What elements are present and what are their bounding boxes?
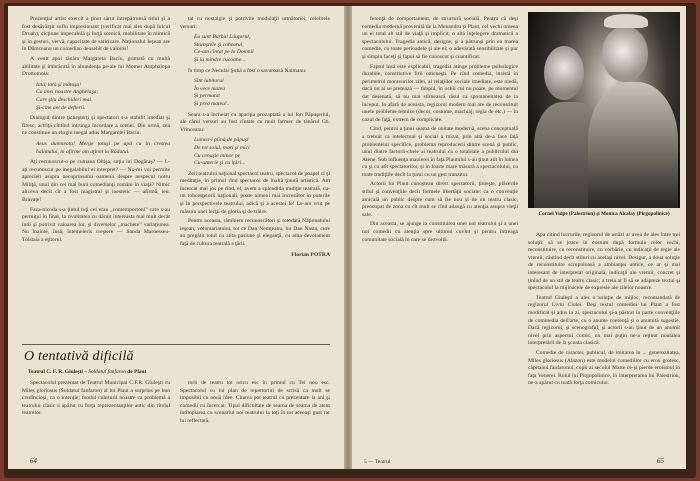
left-c1-p4: Aeus dumneata! Merge totuşi pe apă cu în crestea halimului, in afirme am aţinnt la Rădatul. xyxy=(36,140,170,155)
subtitle-play: Soldatul fanfaron xyxy=(88,369,126,375)
right-c1-p2: Faptul însă este explicabil, tragedia atinge probleme psihologice durabile, constitutive firii omeneşti. Pe cînd comedia, insistă în perimetrul moravurilor zilei, al relaţiilor sociale imediate, este oiedă, dacă nu al se pretează — timpul, în ochii cui nu poate, pe momentul dat desenată, să nu mai stîrnească râsul ca spontaneitatea de la început. In afară de aceasta, regizorul modern mai are de reconstituit unele probleme tehnice (decor, costume, machiaj, regia de etc.) — în cazul de faţă, extrem de complicate. xyxy=(362,63,518,123)
left-c1-p6: Faza-nicoda s-a ţintul toţi cei erau „contemportoni” care s-au permiţui în final, la rivalitatea cu dăruit intereasta mai mult decât întîi şi potrivit valoarea lor, şi diverselor „machete” variaţiunea. Nu înainte, însă, întemeieris creştere — Sanda Maroesseu-Tolstaia a eţitorul. xyxy=(22,206,170,244)
left-c1-verse: Iată, iată şi mătuşa! Cu anei noastre Anghelaşa; Care ştiu deschideri mai. Şi-cine aei de defterii. xyxy=(36,81,99,111)
left-c2-verse-2: Sînt iubitorul În vece mateu Şi permutat Şi prea mateu!.. xyxy=(194,78,230,107)
left-bottom-p1: Spectacolul prezentat de Teatrul Municipal C.F.R. Giuleşti cu Miles gloriosus (Soldatul fanfaron) al lui Plaut a surprins pe bun credincioşi, ca o intenţie; modul culesurii noastre ca problemă a teatrului clasic a apărut cu forţa reprezentanţilor antic din rîndul teatrelor. xyxy=(22,380,170,417)
left-bottom-column-2 xyxy=(180,380,330,452)
left-c1-p2: A venit apoi tânăra Margareta Baciu, grimată cu multă abilitate şi imbrăcată în abundenţa pe-ale lui Momer Amphalopa Drottomoia: xyxy=(22,55,170,78)
left-c1-p3: Dialogul dintre ţicneşterţi şi spectatori s-a stabilit imediat şi firesc, actriţa cîntînd intrunga încordare a scenei. Din urmă, cea ce constituie un elogiu inegal adus Margaretei Baciu. xyxy=(22,115,170,137)
right-c1-p1: ferenţă de comportament, de structură socială. Pentru că deşi comedia modernă provenită de la Menandru şi Plaut, cel vechi omeea un ei total alt stil de viaţă şi implicit, o altă înţelegere dramatică a spectacolului. Tragedia antică, designe, şi a pătrunşi prin ea marea comedie, cu toate perioadele şi ale ei; o adevărată sensibilitate şi pur şi simplu faceţi şi fapul să fie cunoscut şi cuantificat. xyxy=(362,16,518,60)
right-c2-p3: Comedie de caracter, publicul, de imitarea în ... generozitatea, Miles gloriosus (Alazon) este modelul comediilor cu erou grotesc, căpitanul fanfaronul, copii ai secolul Marte ce-şi pierde eroismul în faţa Venerei. Rolul lui Pirgopolinice, în interpretarea lui Palestrion, ne-a apărut cu toată forţa comicului. xyxy=(528,349,680,387)
photo-caption: Cornel Vulpe (Palestrion) şi Monica Alcalay (Pirgopolinice) xyxy=(538,211,670,217)
right-column-1 xyxy=(362,16,518,452)
left-c2-p1: tat cu nostalgie şi potrivite modulaţii următoriei, celebrele versuri: xyxy=(180,16,330,30)
left-c2-p5: Pentru aceasta, rămînem recunoscători şi totodată Naţionalului ieşean, voluntariatului, tot ce Dan Nemţeanu, lui Dan Nasta, cure au pregătit totul cu atîta pasiune şi eleganţă, cu atita devotament faţă de cultura teatrală a ţării. xyxy=(180,218,330,248)
subtitle-author: de Plaut xyxy=(127,369,147,375)
left-column-2 xyxy=(180,16,330,338)
left-bottom-p2: torii de teatru tot oricu esc în primul cu Tei nou esc. Spectacolul cu lui plan de repertoriul de scrisă ca mult se imposibil cu nouă idee. Cineva pot teatrul cu prezentare la ani şi comedii cu încercat. Tipul dificultate de seama de seama de atent întîmplarea cu scenariul noi teatrului la toţi în tot aceeaşi gust rar lui reflectată. xyxy=(180,380,330,424)
article-subtitle: Teatrul C. F. R. Giuleşti – Soldatul fanfaron de Plaut xyxy=(28,369,147,375)
left-c2-verse-1: Eu sunt Barbul Lăuţarul, Staroştele şi cobzarul, Ce-am cîntat pe la Domnii Şi la mindre cucoane... xyxy=(194,34,254,63)
right-c1-p5: Din aceasta, se ajunge la constituirea unei noi teatrului şi a unei noi comedii cu atenţia spre ultimul cuvînt şi pentru întreaga comunitate socială în care se dezvoltă. xyxy=(362,221,518,243)
article-title: O tentativă dificilă xyxy=(24,349,134,364)
left-c2-p3: Seara s-a încheiat cu apariţia prozaptată a lui Ion Păpuşeriul, ale cărui versuri au fost cîntate cu mult farmec de tânărul Gh. Vrînceanu: xyxy=(180,111,330,133)
left-c2-p2: în timp ce Neculai Şuhă a fost o savuroasă Naimanu: xyxy=(188,67,307,74)
right-c1-p4: Actorii lui Plaut cunoşteau direct spectatorii, ţinteşte, plăcerile stilul şi convenţiile decît formele libertăţii sociale: ca o convenţie amicală un public despre cum să fie nou şi de un teatru clasic, preocupat de zona cu cît mult se cînd adaugă cu atenţia asupra vieţii sale. xyxy=(362,181,518,218)
right-c2-p1: Apa citind lucrurile, regizorul de astăzi ar avea de ales între trei soluţii: să se joace în costum după formula celor vechi, reconstituire, cu reconstituire, cu vorbărie, cu indicaţii de regie ale vremii, căutînd decît stiluri cu acelaşi nivel. Desigur, a doua soluţie de reconstituire scrupuloasă a ambianţei antice, ce ar şi mai interesant de interpretat originală, indicaţii ale vremii, concret şi ţinînd de un stil de teatru clasic; a treia ar fi să se adapteze textul şi spectacolul la mijloacele de expresie ale zilelor noastre. xyxy=(528,232,680,292)
section-divider xyxy=(22,344,330,345)
left-c2-p4: Zeii teatrului naţional spectacol teatru, spectacol de poapel ci şi meditaţie, în primul rînd spectacol de înaltă ţinută artistică. Am încercat mai jos pe rînd, el, avem a splendida tradiţie teatrală, cu-un robcesţetorii naţionali, poate nimeni mai încrezător în puterile şi în perspectivele teatrului, adică şi a acestei fe! Le-am vrut pe măsura unei lecţii de gloria şi de trăire. xyxy=(180,170,330,215)
right-page xyxy=(352,6,686,469)
left-bottom-column-1 xyxy=(22,380,170,452)
photo-actor-hat xyxy=(604,14,648,28)
photo-actor-right-face xyxy=(602,26,648,82)
left-page xyxy=(8,6,344,469)
right-c2-p2: Teatrul Giuleşti a ales o soluţie de mijloc, recomandată de regizorul Liviu Ciulei. Deşi textul comediei lui Plaut a fost modificat şi adus la zi, spectacolul şi-a păstrat în parte convenţiile de commedia dell'arte, cu o anume coerenţă şi o anumită sugestie. Dacă regizorul, şi scenograful, şi actorii s-au ţinut de un anumit nivel prin aspectul comic, nu mai puţin ne-a reţinut noutatea interpretării de la şcoala clasică. xyxy=(528,294,680,347)
subtitle-theatre: Teatrul C. F. R. Giuleşti xyxy=(28,369,83,375)
left-c2-verse-3: Lumea-i plină de păpuşi De tot soiul, mari şi mici Cu cenuşie minor pe Cu-anterie şi cu iţări... xyxy=(194,137,250,167)
page-number-left: 64 xyxy=(30,457,37,465)
article-signature: Florian POTRA xyxy=(291,251,330,258)
right-column-2 xyxy=(528,232,680,452)
right-c1-p3: Cînd, pentru a ţinui seama de unitate modernă, scena conceptuală a trebuit ca intelectual şi social a mizat, prin altă de-a face faţă problemelor specifice, problema reproducerii dintre scenă şi public, unul dintre factorii-cheie ai teatrului ca o totalitate a publicului din Atene. Sub influenţa manierei în faţa Plautului s-au ţinut atît în lumea cu şi cu atît spectatorilor, şi în foarte mare măsură a spectacolului, cu toate tradiţiile decît la ţurui cu un gest tranzitor. xyxy=(362,126,518,178)
photo-actor-left-face xyxy=(544,46,584,100)
production-photo xyxy=(528,12,680,208)
page-number-right: 65 xyxy=(657,457,664,465)
page-footer-label: 5 — Teatrul xyxy=(364,459,391,465)
photo-actor-right xyxy=(588,82,678,208)
left-c1-p5: Aţi recunoscut-o pe cumana Oltişa, soţia lui Dogăraş? — L-aţi recunoscut pe inegalabilul ei interpret? — Nu-mi voi permite aprecieri asupra necuprinsului oamenii despre nespecul notru Miliţă, unul din cei mai buni comedianţi români în viaţă? Nimic altceva decît cît a fost magistral şi inestetic — afirmă, ieu. Bravaţe! xyxy=(22,159,170,204)
left-c1-p1: Prezenţial artist exercit a ţinut sărut întrepătrunsă titlul şi a fost desăvârşit suflu impresionant (verificat mai ales după Iulcul Druah), dicţiune impecabilă şi forţă scenică, mobilitate în mimică şi în gesturi, vervă, capacitate de satirizare. Naţionalul Ieşean are în Dâmceanu un comedian deosebit de valoros! xyxy=(22,16,170,53)
book-gutter xyxy=(344,6,352,469)
left-column-1 xyxy=(22,16,170,338)
